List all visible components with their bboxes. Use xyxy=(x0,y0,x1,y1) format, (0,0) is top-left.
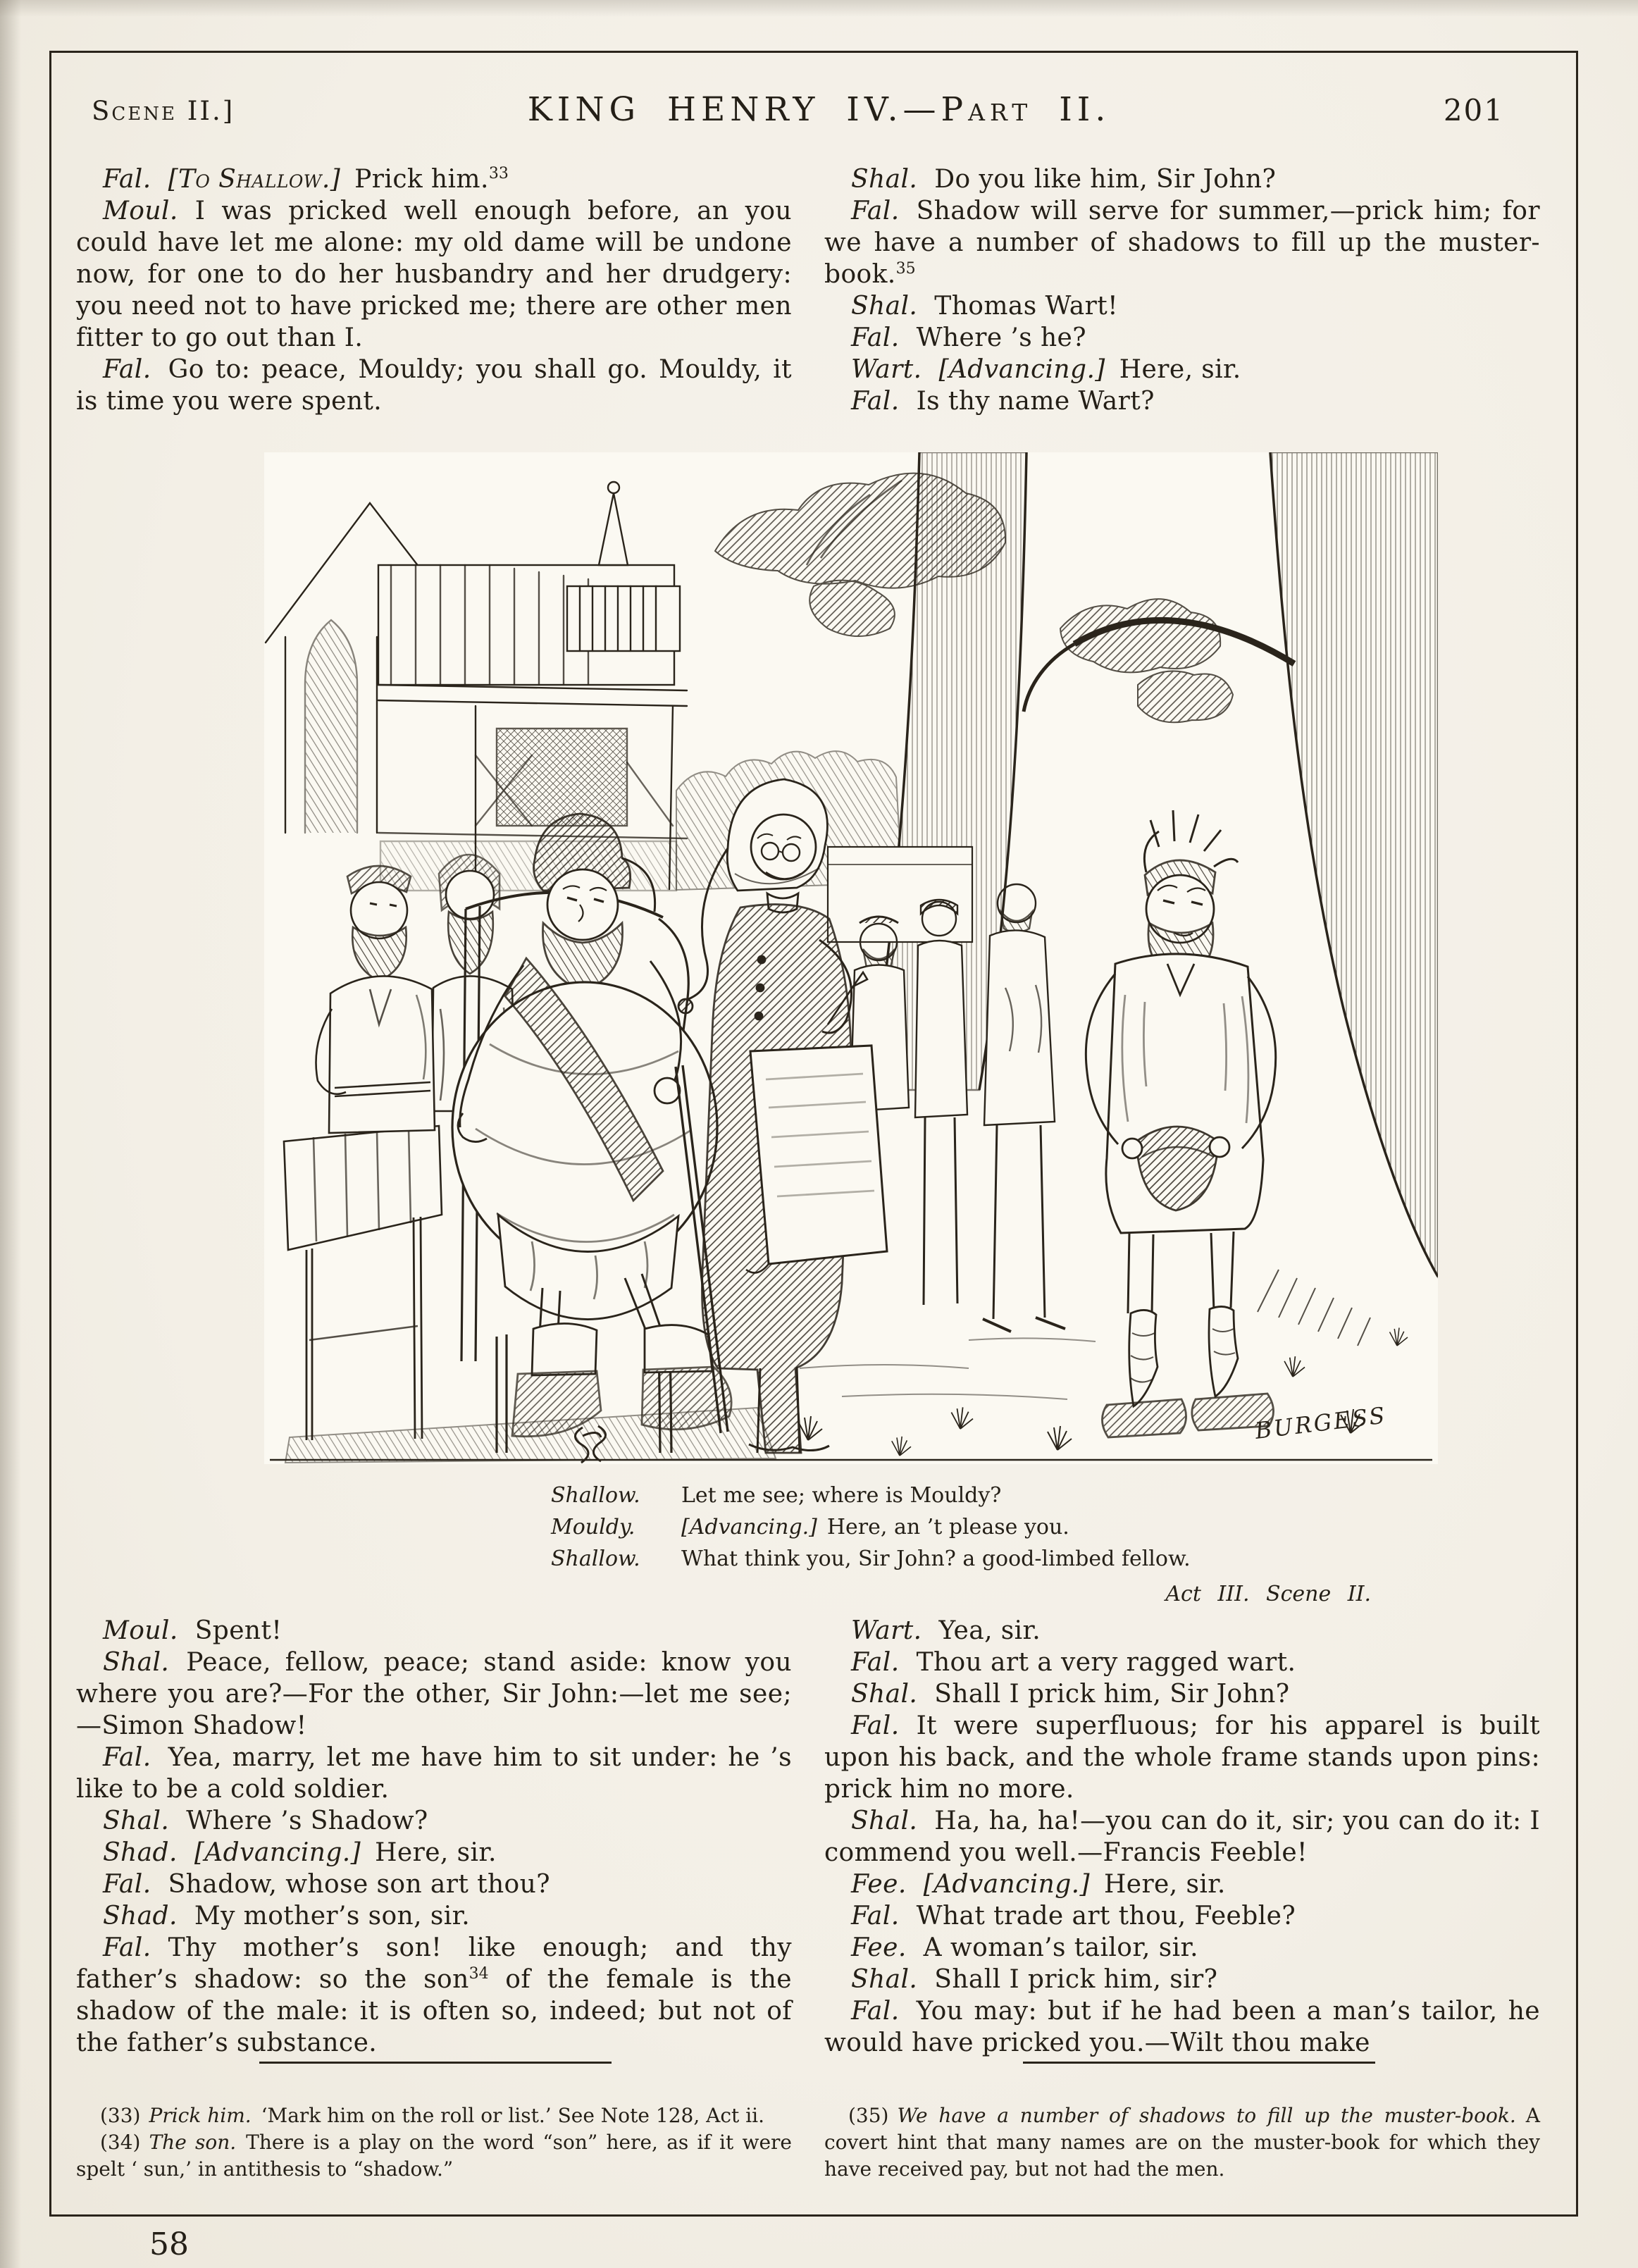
dialogue-paragraph xyxy=(76,1837,792,1869)
dialogue-paragraph xyxy=(824,1900,1540,1932)
dialogue-text: Ha, ha, ha!—you can do it, sir; you can do it: I commend you well.—Francis Feeble! xyxy=(824,1807,1540,1867)
dialogue-paragraph xyxy=(824,385,1540,417)
dialogue-paragraph xyxy=(824,1932,1540,1964)
dialogue-paragraph xyxy=(76,195,792,354)
caption-line xyxy=(551,1543,1382,1575)
scan-edge-shadow xyxy=(0,0,21,2268)
dialogue-text: A woman’s tailor, sir. xyxy=(923,1933,1199,1962)
dialogue-paragraph xyxy=(824,1805,1540,1869)
caption-speaker: Shallow. xyxy=(551,1483,640,1508)
speaker-label: Shal. xyxy=(851,1680,918,1709)
running-head-title: KING HENRY IV.—Part II. xyxy=(527,90,1111,129)
speaker-label: Shal. xyxy=(851,1965,918,1994)
dialogue-paragraph xyxy=(824,1964,1540,1995)
dialogue-paragraph xyxy=(76,1647,792,1742)
caption-line xyxy=(551,1511,1382,1543)
speaker-label: Fal. xyxy=(103,355,151,384)
engraver-signature: BURGESS xyxy=(1253,1401,1389,1444)
dialogue-paragraph xyxy=(824,1678,1540,1710)
stage-direction: [Advancing.] xyxy=(938,355,1105,384)
speaker-label: Fal. xyxy=(103,1933,151,1962)
dialogue-text: Here, sir. xyxy=(1119,355,1241,384)
footnote-ref: 34 xyxy=(469,1965,489,1983)
footnote xyxy=(76,2102,792,2129)
dialogue-paragraph xyxy=(76,163,792,195)
speaker-label: Fal. xyxy=(851,197,900,225)
dialogue-paragraph xyxy=(824,1615,1540,1647)
stage-direction: [Advancing.] xyxy=(923,1870,1090,1899)
footnote-ref: 35 xyxy=(895,260,916,278)
dialogue-text: Where ’s he? xyxy=(916,323,1086,352)
bottom-left-column xyxy=(76,1615,792,2059)
footnote-text: There is a play on the word “son” here, as if it were spelt ‘ sun,’ in antithesis to “shadow.” xyxy=(76,2131,792,2181)
footnotes-right-column xyxy=(824,2102,1540,2183)
dialogue-text: What trade art thou, Feeble? xyxy=(916,1902,1296,1931)
footnote-lemma: We have a number of shadows to fill up the muster-book. xyxy=(897,2104,1516,2127)
top-right-column xyxy=(824,163,1540,417)
dialogue-paragraph xyxy=(76,354,792,417)
dialogue-paragraph xyxy=(824,163,1540,195)
dialogue-paragraph xyxy=(824,1710,1540,1805)
speaker-label: Shad. xyxy=(103,1838,178,1867)
dialogue-text: of the female is the shadow of the male: it is often so, indeed; but not of the father’s substance. xyxy=(76,1965,792,2057)
speaker-label: Fal. xyxy=(851,1711,900,1740)
footnote xyxy=(76,2129,792,2183)
dialogue-paragraph xyxy=(824,195,1540,290)
footnote-number: (33) xyxy=(100,2104,141,2127)
speaker-label: Fee. xyxy=(851,1870,907,1899)
dialogue-text: Shall I prick him, sir? xyxy=(934,1965,1218,1994)
footnote-separator-rule xyxy=(259,2062,612,2064)
footnote-text: ‘Mark him on the roll or list.’ See Note 128, Act ii. xyxy=(261,2104,764,2127)
caption-line xyxy=(551,1480,1382,1511)
dialogue-paragraph xyxy=(76,1742,792,1805)
speaker-label: Shal. xyxy=(103,1807,170,1835)
dialogue-text: Where ’s Shadow? xyxy=(186,1807,428,1835)
dialogue-paragraph xyxy=(76,1805,792,1837)
footnote-lemma: Prick him. xyxy=(149,2104,252,2127)
dialogue-text: Here, sir. xyxy=(1103,1870,1226,1899)
dialogue-text: Spent! xyxy=(194,1616,283,1645)
dialogue-paragraph xyxy=(824,290,1540,322)
running-head-scene: Scene II.] xyxy=(92,96,235,126)
illustration-caption xyxy=(551,1480,1382,1606)
caption-speaker: Mouldy. xyxy=(551,1515,635,1539)
dialogue-text: Shall I prick him, Sir John? xyxy=(934,1680,1290,1709)
illustration-engraving xyxy=(264,452,1438,1464)
dialogue-paragraph xyxy=(76,1869,792,1900)
speaker-label: Moul. xyxy=(103,1616,178,1645)
speaker-label: Fee. xyxy=(851,1933,907,1962)
footnote xyxy=(824,2102,1540,2183)
dialogue-text: Yea, marry, let me have him to sit under: he ’s like to be a cold soldier. xyxy=(76,1743,792,1804)
speaker-label: Fal. xyxy=(851,1902,900,1931)
top-left-column xyxy=(76,163,792,417)
dialogue-text: Thy mother’s son! like enough; and thy father’s shadow: so the son xyxy=(76,1933,792,1994)
caption-text: What think you, Sir John? a good-limbed fellow. xyxy=(681,1547,1191,1571)
dialogue-text: Shadow, whose son art thou? xyxy=(168,1870,550,1899)
dialogue-paragraph xyxy=(76,1615,792,1647)
caption-speaker: Shallow. xyxy=(551,1547,640,1571)
dialogue-text: Prick him. xyxy=(354,165,489,194)
dialogue-text: Yea, sir. xyxy=(938,1616,1041,1645)
speaker-label: Wart. xyxy=(851,355,922,384)
dialogue-text: You may: but if he had been a man’s tailor, he would have pricked you.—Wilt thou make xyxy=(824,1997,1540,2057)
dialogue-paragraph xyxy=(824,1869,1540,1900)
dialogue-text: My mother’s son, sir. xyxy=(194,1902,471,1931)
dialogue-paragraph xyxy=(76,1900,792,1932)
sheet-signature-number: 58 xyxy=(149,2226,189,2262)
dialogue-text: Here, sir. xyxy=(375,1838,497,1867)
speaker-label: Shal. xyxy=(851,292,918,321)
speaker-label: Fal. xyxy=(103,1870,151,1899)
footnote-separator-rule xyxy=(1023,2062,1375,2064)
speaker-label: Fal. xyxy=(851,387,900,416)
speaker-label: Shal. xyxy=(851,1807,918,1835)
footnotes-left-column xyxy=(76,2102,792,2183)
footnote-number: (34) xyxy=(100,2131,141,2154)
dialogue-paragraph xyxy=(824,322,1540,354)
dialogue-text: Thou art a very ragged wart. xyxy=(916,1648,1296,1677)
speaker-label: Fal. xyxy=(851,1997,900,2026)
speaker-label: Fal. xyxy=(103,1743,151,1772)
caption-act-scene: Act III. Scene II. xyxy=(1165,1582,1371,1606)
dialogue-paragraph xyxy=(824,1647,1540,1678)
footnote-lemma: The son. xyxy=(149,2131,237,2154)
stage-direction: [Advancing.] xyxy=(194,1838,361,1867)
caption-text: Let me see; where is Mouldy? xyxy=(681,1483,1002,1508)
footnote-ref: 33 xyxy=(488,165,509,182)
caption-text: Here, an ’t please you. xyxy=(826,1515,1069,1539)
speaker-label: Shal. xyxy=(851,165,918,194)
footnote-number: (35) xyxy=(848,2104,889,2127)
bottom-right-column xyxy=(824,1615,1540,2059)
stage-direction: [To Shallow.] xyxy=(168,165,341,194)
dialogue-text: Go to: peace, Mouldy; you shall go. Mouldy, it is time you were spent. xyxy=(76,355,792,416)
dialogue-text: I was pricked well enough before, an you could have let me alone: my old dame will be undone now, for one to do her husbandry and her drudgery: you need not to have pricked me; there are other men fitter to go out than I. xyxy=(76,197,792,352)
footnote-text: A covert hint that many names are on the muster-book for which they have received pay, but not had the men. xyxy=(824,2104,1540,2181)
dialogue-paragraph xyxy=(76,1932,792,2059)
scan-edge-shadow xyxy=(0,0,1638,17)
dialogue-text: Thomas Wart! xyxy=(934,292,1118,321)
dialogue-paragraph xyxy=(824,354,1540,385)
dialogue-text: Is thy name Wart? xyxy=(916,387,1155,416)
engraving-scene xyxy=(264,452,1438,1464)
caption-stage-direction: [Advancing.] xyxy=(681,1515,817,1539)
dialogue-text: Shadow will serve for summer,—prick him; for we have a number of shadows to fill up the muster-book. xyxy=(824,197,1540,289)
dialogue-text: Peace, fellow, peace; stand aside: know you where you are?—For the other, Sir John:—let me see;—Simon Shadow! xyxy=(76,1648,792,1740)
speaker-label: Fal. xyxy=(103,165,151,194)
speaker-label: Shad. xyxy=(103,1902,178,1931)
speaker-label: Fal. xyxy=(851,323,900,352)
page-number: 201 xyxy=(1443,93,1504,128)
dialogue-paragraph xyxy=(824,1995,1540,2059)
dialogue-text: It were superfluous; for his apparel is built upon his back, and the whole frame stands upon pins: prick him no more. xyxy=(824,1711,1540,1804)
speaker-label: Shal. xyxy=(103,1648,170,1677)
dialogue-text: Do you like him, Sir John? xyxy=(934,165,1277,194)
speaker-label: Moul. xyxy=(103,197,178,225)
speaker-label: Wart. xyxy=(851,1616,922,1645)
speaker-label: Fal. xyxy=(851,1648,900,1677)
